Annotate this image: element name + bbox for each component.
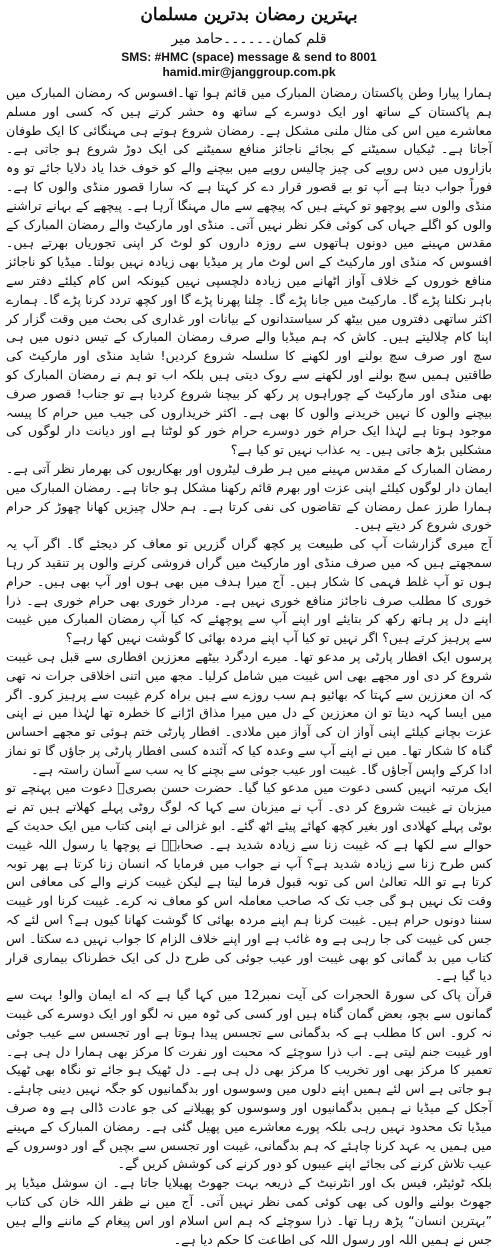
column-title: بہترین رمضان بدترین مسلمان bbox=[140, 5, 358, 25]
sms-instruction: SMS: #HMC (space) message & send to 8001 bbox=[121, 50, 377, 64]
author-email: hamid.mir@janggroup.com.pk bbox=[162, 65, 336, 79]
column-byline: قلم کمان۔۔۔۔۔۔حامد میر bbox=[171, 31, 327, 47]
paragraph: ایک مرتبہ انہیں کسی دعوت میں مدعو کیا گیا۔ حضرت حسن بصریؒ دعوت میں پہنچے تو میزبان نے غیبت شروع کر دی۔ آپ نے میزبان سے کہا کہ لوگ روٹی پہلے کھلاتے ہیں تم نے بوٹی پہلے کھلادی اور بغیر کچھ کھائے پیئے اٹھ گئے۔ ابو غزالی نے اپنی کتاب میں ایک حدیث کے حوالے سے لکھا ہے کہ غیبت زنا سے زیادہ شدید ہے۔ صحابہؓ نے پوچھا یا رسول اللہ غیبت کس طرح زنا سے زیادہ شدید ہے؟ آپ نے جواب میں فرمایا کہ انسان زنا کرتا ہے پھر توبہ کرتا ہے تو اللہ تعالیٰ اس کی توبہ قبول فرما لیتا ہے لیکن غیبت کرنے والے کی معافی اس وقت تک نہیں ہو گی جب تک کہ صاحب معاملہ اس کو معاف نہ کرے۔ غیبت کرنا اور غیبت سننا دونوں حرام ہیں۔ غیبت کرنا ہم اپنے مردہ بھائی کا گوشت کھانا کیوں ہے؟ اس لئے کہ جس کی غیبت کی جا رہی ہے وہ غائب ہے اور اپنے خلاف الزام کا جواب نہیں دے سکتا۔ اس کتاب میں بد گمانی کو بھی غیبت اور عیب جوئی کی طرح دل کی ایک خطرناک بیماری قرار دیا گیا ہے۔ bbox=[6, 780, 492, 984]
paragraph: پرسوں ایک افطار پارٹی پر مدعو تھا۔ میرے اردگرد بیٹھے معززین افطاری سے قبل ہی غیبت شروع کر دی اور مجھے بھی اس غیبت میں شامل کرلیا۔ مجھ میں اتنی اخلاقی جرات نہ تھی کہ ان معززین سے کہتا کہ بھائیو ہم سب روزے سے ہیں براہ کرم غیبت سے پرہیز کرو۔ اگر میں ایسا کہہ دیتا تو ان معززین کے دل میں میرا مذاق اڑانے کا خطرہ تھا لہٰذا میں نے اپنی عزت بچانے کیلئے اپنی آواز ان کی آواز میں ملادی۔ افطار پارٹی ختم ہوئی تو مجھے احساس گناہ کا شکار تھا۔ میں نے اپنے آپ سے وعدہ کیا کہ آئندہ کسی افطار پارٹی پر جاؤں گا تو نماز ادا کرکے واپس آجاؤں گا۔ غیبت اور عیب جوئی سے بچنے کا یہ سب سے آسان راستہ ہے۔ bbox=[6, 648, 492, 777]
column-header bbox=[6, 4, 492, 80]
paragraph: رمضان المبارک کے مقدس مہینے میں ہر طرف لیٹروں اور بھکاریوں کی بھرمار نظر آتی ہے۔ ایمان دار لوگوں کیلئے اپنی عزت اور بھرم قائم رکھنا مشکل ہو جاتا ہے۔ رمضان المبارک میں ہمارا طرز عمل رمضان کے تقاضوں کی نفی کرتا ہے۔ ہم حلال چیزیں کھانا چھوڑ کر حرام خوری شروع کر دیتے ہیں۔ bbox=[6, 460, 492, 533]
paragraph: ہمارا پیارا وطن پاکستان رمضان المبارک میں قائم ہوا تھا۔افسوس کہ رمضان المبارک میں ہم پاکستان کے ساتھ اور ایک دوسرے کے ساتھ وہ حشر کرتے ہیں کہ کسی اور مسلم معاشرے میں اس کی مثال ملنی مشکل ہے۔ رمضان شروع ہوتے ہی مہنگائی کا ایک طوفان آجاتا ہے۔ ٹیکیاں سمیٹنے کے بجائے ناجائز منافع سمیٹنے کی ایک دوڑ شروع ہو جاتی ہے۔ بازاروں میں دس روپے کی چیز چالیس روپے میں بیچنے والے کو خوف خدا یاد دلایا جائے تو وہ فوراً جواب دیتا ہے آپ تو بے قصور قرار دے کر کہتا ہے کہ سارا قصور منڈی والوں کا ہے۔ منڈی والوں سے پوچھو تو کہتے ہیں کہ پیچھے سے مال مہنگا آرہا ہے۔ پیچھے کے بہانے تراشنے والوں کو اگلے جہاں کی کوئی فکر نظر نہیں آتی۔ منڈی اور مارکیٹ والے رمضان المبارک کے مقدس مہینے میں دونوں ہاتھوں سے روزہ داروں کو لوٹ کر اپنی تجوریاں بھرتے ہیں۔افسوس کہ منڈی اور مارکیٹ کے اس لوٹ مار پر میڈیا بھی زیادہ نہیں بولتا۔ میڈیا کو ناجائز منافع خوروں کے خلاف آواز اٹھانے میں زیادہ دلچسپی نہیں کیونکہ اس کام کیلئے دفتر سے باہر نکلنا پڑے گا۔ مارکیٹ میں جانا پڑے گا۔ چلنا پھرنا پڑے گا اور کچھ تردد کرنا پڑے گا۔ ہمارے اکثر ساتھی دفتروں میں بیٹھ کر سیاستدانوں کے بیانات اور غداری کی بحث میں وقت گزار کر اپنا کام چلالیتے ہیں۔ کاش کہ ہم میڈیا والے صرف رمضان المبارک کے تیس دنوں میں ہی سچ اور صرف سچ بولنے اور لکھنے کا سلسلہ شروع کردیں! شاید منڈی اور مارکیٹ کی طاقتیں ہمیں سچ بولنے اور لکھنے سے روک دیتی ہیں بلکہ اب تو ہم نے رمضان المبارک کو بھی منڈی اور مارکیٹ کے چوراہوں پر رکھ کر بیچنا شروع کردیا ہے تو جناب! قصور صرف بیچنے والوں کا نہیں خریدنے والوں کا بھی ہے۔ اکثر خریداروں کی جیب میں حرام کا پیسہ موجود ہوتا ہے لہٰذا ایک حرام خور دوسرے حرام خور کو لوٹتا ہے اور دیانت دار لوگوں کی مشکلیں بڑھ جاتی ہیں۔ یہ عذاب نہیں تو کیا ہے؟ bbox=[6, 85, 492, 458]
paragraph: آج میری گزارشات آپ کی طبیعت پر کچھ گراں گزریں تو معاف کر دیجئے گا۔ اگر آپ یہ سمجھتے ہیں کہ میں صرف منڈی اور مارکیٹ میں گراں فروشی کرنے والوں پر تنقید کر رہا ہوں تو آپ غلط فہمی کا شکار ہیں۔ آج میرا ہدف میں بھی ہوں اور آپ بھی ہیں۔ حرام خوری کا مطلب صرف ناجائز منافع خوری نہیں ہے۔ مردار خوری بھی حرام خوری ہے۔ ذرا اپنے دل پر ہاتھ رکھ کر بتایئے اور اپنے آپ سے پوچھئے کہ کیا آپ رمضان المبارک میں غیبت سے پرہیز کرتے ہیں؟ اگر نہیں تو کیا آپ اپنے مردہ بھائی کا گوشت نہیں کھا رہے؟ bbox=[6, 536, 492, 646]
article-body bbox=[6, 84, 492, 1249]
paragraph: قرآن پاک کی سورۃ الحجرات کی آیت نمبر12 میں کہا گیا ہے کہ اے ایمان والو! بہت سے گمانوں سے بچو، بعض گمان گناہ ہیں اور کسی کی ٹوہ میں نہ لگو اور ایک دوسرے کی غیبت نہ کرو۔ اس کا مطلب ہے کہ بدگمانی سے تجسس پیدا ہوتا ہے اور تجسس سے عیب جوئی اور غیبت جنم لیتی ہے۔ اب ذرا سوچئے کہ محبت اور نفرت کا مرکز بھی ہمارا دل ہی ہے۔ تعمیر کا مرکز بھی اور تخریب کا مرکز بھی دل ہی ہے۔ دل ٹھیک ہو جائے تو نگاہ بھی ٹھیک ہو جاتی ہے اس لئے ہمیں اپنے دلوں میں وسوسوں اور بدگمانیوں کو جگہ نہیں دینی چاہئے۔ آجکل کے میڈیا نے ہمیں بدگمانیوں اور وسوسوں کو پھیلانے کی جو عادت ڈالی ہے وہ صرف میڈیا تک محدود نہیں رہی بلکہ پورے معاشرے میں پھیل گئی ہے۔ رمضان المبارک کے مہینے میں ہمیں یہ عہد کرنا چاہئے کہ ہم بدگمانی، غیبت اور تجسس سے بچیں گے اور دوسروں کے عیب تلاش کرنے کی بجائے اپنے عیبوں کو دور کرنے کی کوشش کریں گے۔ bbox=[6, 987, 493, 1172]
paragraph: بلکہ ٹوئیٹر، فیس بک اور انٹرنیٹ کے ذریعہ بہت جھوٹ پھیلایا جاتا ہے۔ ان سوشل میڈیا پر جھوٹ بولنے والوں کی بھی کوئی کمی نظر نہیں آتی۔ آج میں نے ظفر اللہ خان کی کتاب ”بہترین انسان“ پڑھ رہا تھا۔ ذرا سوچئے کہ ہم اس اسلام اور اس پیغام کے ماننے والے ہیں جس نے ہمیں اللہ اور رسول اللہ کی اطاعت کا حکم دیا ہے۔ bbox=[6, 1175, 492, 1247]
